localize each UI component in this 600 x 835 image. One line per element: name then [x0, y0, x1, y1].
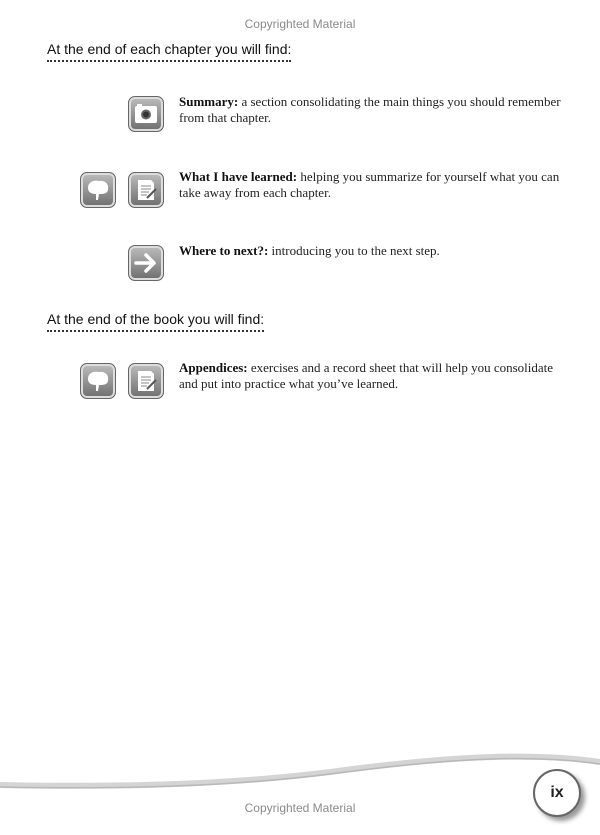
appendices-entry: [179, 360, 564, 392]
watermark-bottom: Copyrighted Material: [244, 801, 356, 815]
watermark-top: Copyrighted Material: [244, 17, 356, 31]
brain-icon: [80, 172, 116, 208]
next-term: Where to next?:: [179, 243, 269, 258]
summary-desc: a section consolidating the main things you should remember from that chapter.: [179, 94, 561, 125]
section-heading-chapter: At the end of each chapter you will find:: [47, 41, 291, 62]
footer-swoosh: [0, 740, 600, 800]
notepad-icon: [128, 363, 164, 399]
camera-icon: [128, 96, 164, 132]
brain-icon: [80, 363, 116, 399]
learned-entry: [179, 169, 564, 201]
appendices-term: Appendices:: [179, 360, 248, 375]
arrow-right-icon: [128, 245, 164, 281]
next-desc: introducing you to the next step.: [268, 243, 440, 258]
summary-term: Summary:: [179, 94, 239, 109]
next-entry: [179, 243, 564, 259]
notepad-icon: [128, 172, 164, 208]
page-number: ix: [533, 769, 581, 817]
learned-desc: helping you summarize for yourself what you can take away from each chapter.: [179, 169, 560, 200]
summary-entry: [179, 94, 564, 126]
section-heading-book: At the end of the book you will find:: [47, 311, 264, 332]
learned-term: What I have learned:: [179, 169, 298, 184]
appendices-desc: exercises and a record sheet that will help you consolidate and put into practice what you’ve learned.: [179, 360, 554, 391]
